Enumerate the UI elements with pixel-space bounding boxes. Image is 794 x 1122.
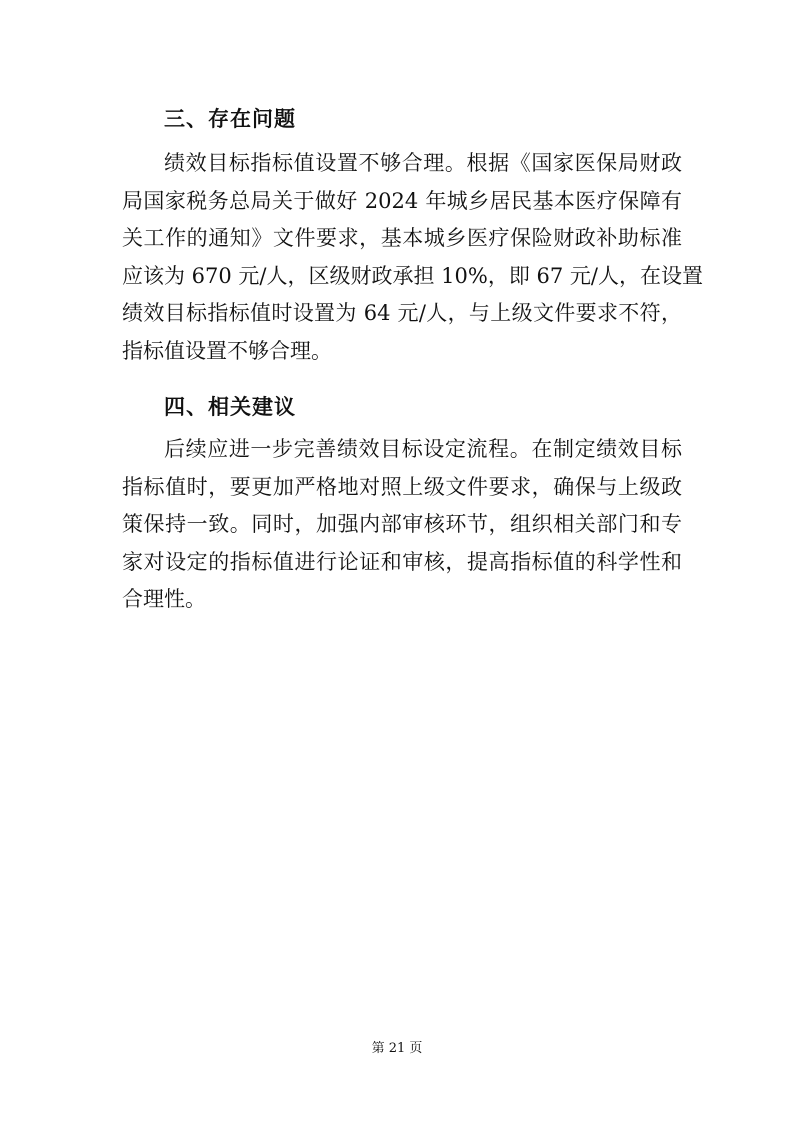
paragraph-line: 局国家税务总局关于做好 2024 年城乡居民基本医疗保障有 (122, 188, 682, 213)
section-heading-suggestions: 四、相关建议 (164, 395, 296, 419)
paragraph-line: 家对设定的指标值进行论证和审核，提高指标值的科学性和 (122, 549, 682, 574)
paragraph-line: 指标值设置不够合理。 (122, 338, 332, 363)
page-number: 第 21 页 (371, 1041, 423, 1056)
paragraph-line: 策保持一致。同时，加强内部审核环节，组织相关部门和专 (122, 512, 682, 536)
paragraph-problems (122, 145, 704, 370)
paragraph-line: 绩效目标指标值时设置为 64 元/人，与上级文件要求不符， (122, 301, 682, 325)
paragraph-suggestions (122, 431, 682, 619)
paragraph-line: 关工作的通知》文件要求，基本城乡医疗保险财政补助标准 (122, 226, 682, 250)
paragraph-line: 合理性。 (122, 587, 206, 611)
section-heading-problems: 三、存在问题 (164, 107, 296, 131)
paragraph-line: 后续应进一步完善绩效目标设定流程。在制定绩效目标 (164, 437, 682, 461)
paragraph-line: 应该为 670 元/人，区级财政承担 10%，即 67 元/人，在设置 (122, 263, 704, 288)
paragraph-line: 绩效目标指标值设置不够合理。根据《国家医保局财政 (164, 151, 682, 175)
paragraph-line: 指标值时，要更加严格地对照上级文件要求，确保与上级政 (122, 474, 682, 499)
